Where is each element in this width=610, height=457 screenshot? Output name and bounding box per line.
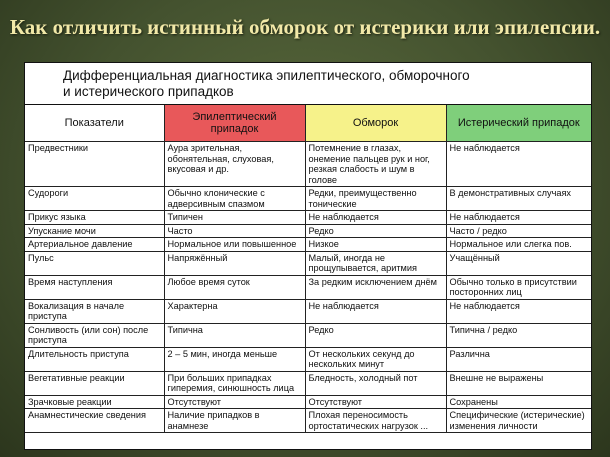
- row-label-cell: Упускание мочи: [25, 224, 164, 238]
- diagnosis-table: [25, 105, 591, 433]
- table-cell: Малый, иногда не прощупывается, аритмия: [305, 251, 446, 275]
- table-cell: Учащённый: [446, 251, 591, 275]
- table-row: [25, 142, 591, 187]
- column-header-indicators: Показатели: [25, 105, 164, 142]
- table-cell: Бледность, холодный пот: [305, 371, 446, 395]
- table-cell: Часто: [164, 224, 305, 238]
- table-body: [25, 142, 591, 433]
- table-row: [25, 238, 591, 252]
- table-row: [25, 187, 591, 211]
- table-cell: Типичен: [164, 211, 305, 225]
- table-row: [25, 371, 591, 395]
- table-cell: Специфические (истерические) изменения личности: [446, 409, 591, 433]
- table-header-row: [25, 105, 591, 142]
- table-row: [25, 299, 591, 323]
- table-cell: Характерна: [164, 299, 305, 323]
- column-header-syncope: Обморок: [305, 105, 446, 142]
- table-cell: Не наблюдается: [305, 211, 446, 225]
- row-label-cell: Артериальное давление: [25, 238, 164, 252]
- row-label-cell: Длительность приступа: [25, 347, 164, 371]
- table-cell: Не наблюдается: [446, 211, 591, 225]
- table-cell: Потемнение в глазах, онемение пальцев рук и ног, резкая слабость и шум в голове: [305, 142, 446, 187]
- table-row: [25, 224, 591, 238]
- row-label-cell: Анамнестические сведения: [25, 409, 164, 433]
- column-header-hysterical: Истерический припадок: [446, 105, 591, 142]
- diagnosis-table-panel: [24, 62, 592, 450]
- table-cell: 2 – 5 мин, иногда меньше: [164, 347, 305, 371]
- table-cell: Нормальное или слегка пов.: [446, 238, 591, 252]
- table-cell: Отсутствуют: [305, 395, 446, 409]
- table-cell: Сохранены: [446, 395, 591, 409]
- table-cell: Типична: [164, 323, 305, 347]
- table-cell: При больших припадках гиперемия, синюшность лица: [164, 371, 305, 395]
- table-row: [25, 347, 591, 371]
- row-label-cell: Предвестники: [25, 142, 164, 187]
- table-row: [25, 251, 591, 275]
- table-cell: Часто / редко: [446, 224, 591, 238]
- table-cell: Наличие припадков в анамнезе: [164, 409, 305, 433]
- table-cell: Редко: [305, 224, 446, 238]
- table-cell: Различна: [446, 347, 591, 371]
- table-row: [25, 409, 591, 433]
- table-heading: [25, 63, 591, 105]
- table-cell: Любое время суток: [164, 275, 305, 299]
- table-row: [25, 323, 591, 347]
- slide-title: Как отличить истинный обморок от истерики или эпилепсии.: [9, 15, 601, 39]
- table-cell: Обычно клонические с адверсивным спазмом: [164, 187, 305, 211]
- table-cell: Низкое: [305, 238, 446, 252]
- table-cell: Напряжённый: [164, 251, 305, 275]
- row-label-cell: Вокализация в начале приступа: [25, 299, 164, 323]
- table-cell: Нормальное или повышенное: [164, 238, 305, 252]
- table-row: [25, 211, 591, 225]
- row-label-cell: Зрачковые реакции: [25, 395, 164, 409]
- table-cell: Не наблюдается: [305, 299, 446, 323]
- row-label-cell: Судороги: [25, 187, 164, 211]
- table-cell: Обычно только в присутствии посторонних лиц: [446, 275, 591, 299]
- table-row: [25, 275, 591, 299]
- table-row: [25, 395, 591, 409]
- table-cell: От нескольких секунд до нескольких минут: [305, 347, 446, 371]
- table-heading-line-2: и истерического припадков: [63, 84, 234, 99]
- row-label-cell: Прикус языка: [25, 211, 164, 225]
- table-cell: Не наблюдается: [446, 142, 591, 187]
- table-cell: Типична / редко: [446, 323, 591, 347]
- row-label-cell: Пульс: [25, 251, 164, 275]
- table-cell: Не наблюдается: [446, 299, 591, 323]
- table-cell: Внешне не выражены: [446, 371, 591, 395]
- row-label-cell: Сонливость (или сон) после приступа: [25, 323, 164, 347]
- column-header-epileptic: Эпилептический припадок: [164, 105, 305, 142]
- table-heading-line-1: Дифференциальная диагностика эпилептического, обморочного: [63, 68, 470, 83]
- table-cell: Редки, преимущественно тонические: [305, 187, 446, 211]
- row-label-cell: Вегетативные реакции: [25, 371, 164, 395]
- row-label-cell: Время наступления: [25, 275, 164, 299]
- table-cell: В демонстративных случаях: [446, 187, 591, 211]
- table-cell: За редким исключением днём: [305, 275, 446, 299]
- table-cell: Отсутствуют: [164, 395, 305, 409]
- table-cell: Аура зрительная, обонятельная, слуховая, вкусовая и др.: [164, 142, 305, 187]
- table-cell: Редко: [305, 323, 446, 347]
- table-cell: Плохая переносимость ортостатических нагрузок ...: [305, 409, 446, 433]
